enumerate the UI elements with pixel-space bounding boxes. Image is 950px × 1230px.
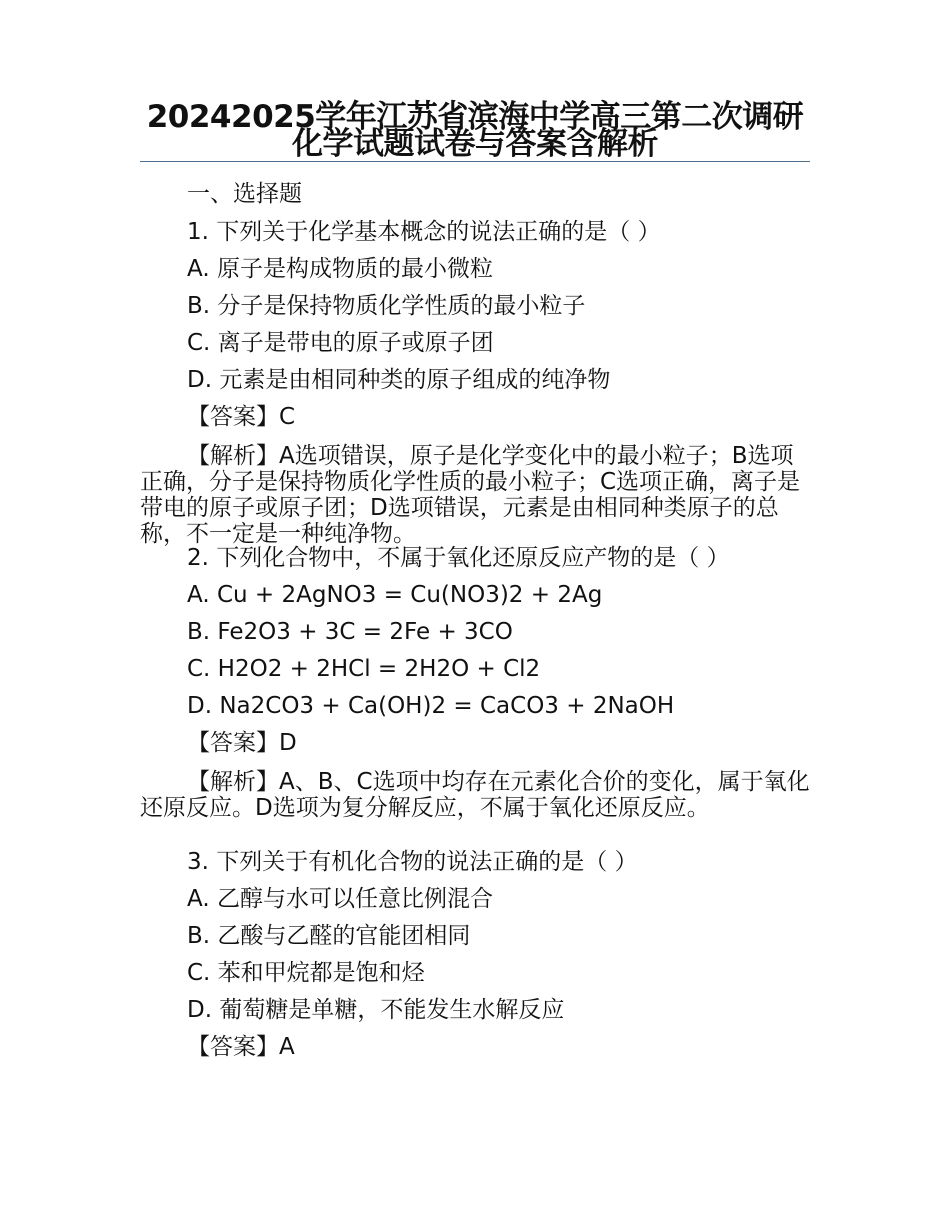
question-2-answer: 【答案】D xyxy=(187,730,297,756)
question-1-option-b: B. 分子是保持物质化学性质的最小粒子 xyxy=(187,293,586,319)
question-3-answer: 【答案】A xyxy=(187,1034,295,1060)
question-1-option-d: D. 元素是由相同种类的原子组成的纯净物 xyxy=(187,367,611,393)
question-3-option-d: D. 葡萄糖是单糖，不能发生水解反应 xyxy=(187,997,565,1023)
question-1-stem: 1. 下列关于化学基本概念的说法正确的是（ ） xyxy=(187,219,661,245)
question-1-answer: 【答案】C xyxy=(187,404,296,430)
question-1-option-c: C. 离子是带电的原子或原子团 xyxy=(187,330,494,356)
question-2-option-a: A. Cu + 2AgNO3 = Cu(NO3)2 + 2Ag xyxy=(187,582,603,608)
question-2-option-c: C. H2O2 + 2HCl = 2H2O + Cl2 xyxy=(187,656,541,682)
document-title: 20242025学年江苏省滨海中学高三第二次调研化学试题试卷与答案含解析 xyxy=(146,99,804,162)
question-3-stem: 3. 下列关于有机化合物的说法正确的是（ ） xyxy=(187,849,638,875)
question-2-stem: 2. 下列化合物中，不属于氧化还原反应产物的是（ ） xyxy=(187,545,730,571)
question-1-analysis: 【解析】A选项错误，原子是化学变化中的最小粒子；B选项正确，分子是保持物质化学性质的最小粒子；C选项正确，离子是带电的原子或原子团；D选项错误，元素是由相同种类原子的总称，不一定是一种纯净物。 xyxy=(140,443,801,547)
section-heading: 一、选择题 xyxy=(187,181,302,207)
question-3-option-c: C. 苯和甲烷都是饱和烃 xyxy=(187,960,425,986)
question-2-option-d: D. Na2CO3 + Ca(OH)2 = CaCO3 + 2NaOH xyxy=(187,693,675,719)
question-1-option-a: A. 原子是构成物质的最小微粒 xyxy=(187,256,493,282)
question-2-option-b: B. Fe2O3 + 3C = 2Fe + 3CO xyxy=(187,619,513,645)
question-2-analysis: 【解析】A、B、C选项中均存在元素化合价的变化，属于氧化还原反应。D选项为复分解反应，不属于氧化还原反应。 xyxy=(140,769,810,821)
question-3-option-b: B. 乙酸与乙醛的官能团相同 xyxy=(187,923,471,949)
title-underline xyxy=(140,161,810,162)
question-3-option-a: A. 乙醇与水可以任意比例混合 xyxy=(187,886,493,912)
